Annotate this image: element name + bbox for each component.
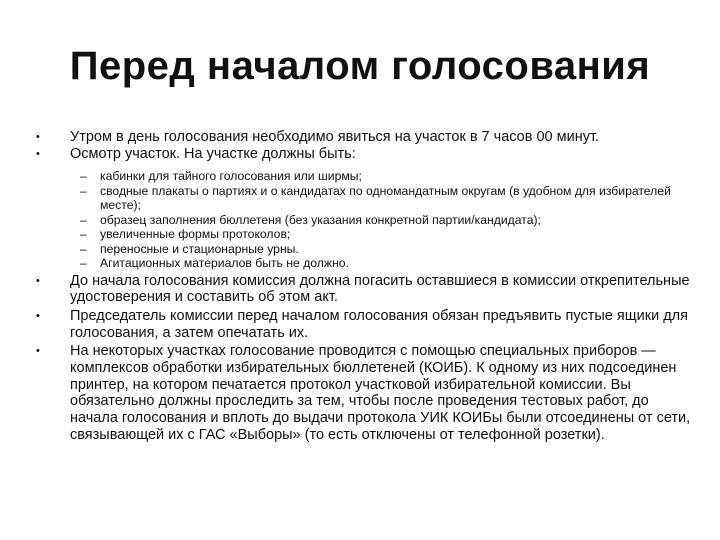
bullet-item bbox=[36, 129, 696, 146]
sub-item-text: Агитационных материалов быть не должно. bbox=[100, 256, 349, 270]
bullet-text: Утром в день голосования необходимо явиться на участок в 7 часов 00 минут. bbox=[70, 129, 600, 145]
bullet-marker: • bbox=[36, 309, 40, 322]
sub-item bbox=[36, 169, 696, 184]
bullet-item bbox=[36, 146, 696, 163]
sub-item-text: переносные и стационарные урны. bbox=[100, 241, 299, 256]
bullet-item bbox=[36, 273, 696, 306]
slide-title: Перед началом голосования bbox=[69, 44, 651, 88]
sub-item bbox=[36, 184, 696, 213]
dash-marker: – bbox=[80, 227, 87, 241]
sub-item bbox=[36, 213, 696, 228]
bullet-item bbox=[36, 308, 696, 341]
dash-marker: – bbox=[80, 183, 87, 198]
bullet-marker: • bbox=[36, 148, 40, 160]
bullet-text: До начала голосования комиссия должна погасить оставшиеся в комиссии открепительные удостоверения и составить об этом акт. bbox=[70, 272, 690, 306]
bullet-text: На некоторых участках голосование проводится с помощью специальных приборов — комплексов обработки избирательных бюллетеней (КОИБ). К одному из них подсоединен принтер, на котором печатается протокол участковой избирательной комиссии. Вы обязательно должны проследить за тем, чтобы после проведения тестовых работ, до начала голосования и вплоть до выдачи протокола УИК КОИБы были отсоединены от сети, связывающей их с ГАС «Выборы» (то есть отключены от телефонной розетки). bbox=[70, 343, 691, 443]
bullet-list bbox=[36, 129, 696, 444]
sub-item bbox=[36, 256, 696, 271]
dash-marker: – bbox=[80, 169, 87, 183]
sub-item bbox=[36, 227, 696, 242]
bullet-marker: • bbox=[36, 131, 40, 143]
sub-item-text: образец заполнения бюллетеня (без указания конкретной партии/кандидата); bbox=[100, 212, 541, 227]
sub-item-text: увеличенные формы протоколов; bbox=[100, 227, 291, 241]
bullet-text: Осмотр участок. На участке должны быть: bbox=[70, 146, 356, 162]
sub-item bbox=[36, 242, 696, 257]
dash-marker: – bbox=[80, 212, 87, 227]
sub-item-text: сводные плакаты о партиях и о кандидатах по одномандатным округам (в удобном для избирателей месте); bbox=[100, 183, 671, 212]
bullet-marker: • bbox=[36, 345, 40, 358]
sub-list bbox=[36, 169, 696, 271]
dash-marker: – bbox=[80, 241, 87, 256]
bullet-item bbox=[36, 343, 696, 443]
sub-item-text: кабинки для тайного голосования или ширмы; bbox=[100, 169, 362, 183]
bullet-marker: • bbox=[36, 274, 40, 287]
bullet-text: Председатель комиссии перед началом голосования обязан предъявить пустые ящики для голосования, а затем опечатать их. bbox=[70, 307, 688, 341]
dash-marker: – bbox=[80, 256, 87, 270]
